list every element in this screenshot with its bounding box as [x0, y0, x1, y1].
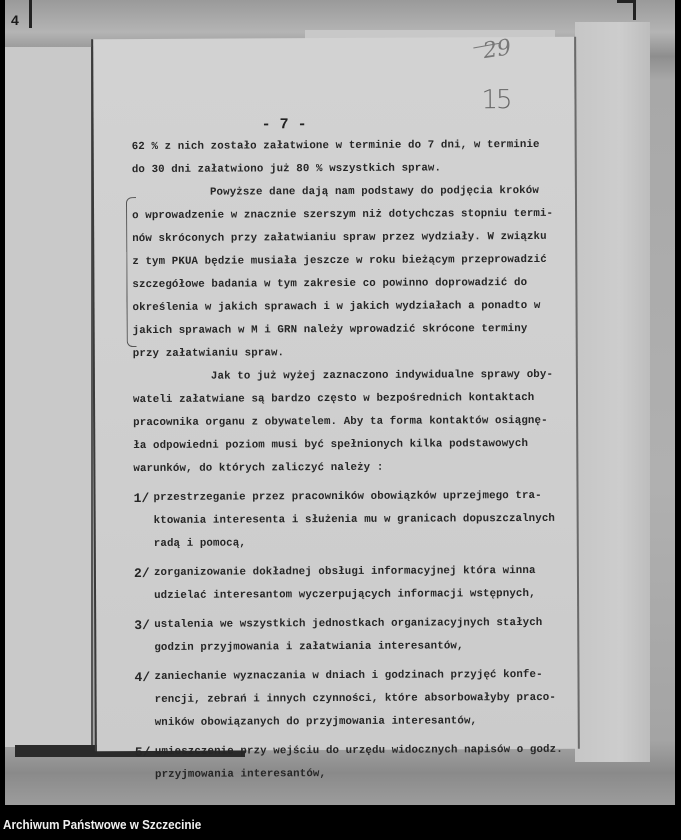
list-number: 1/ — [133, 490, 150, 507]
text-line: szczegółowe badania w tym zakresie co powinno doprowadzić do — [132, 276, 528, 292]
list-text-cont: wników obowiązanych do przyjmowania interesantów, — [154, 715, 478, 729]
list-text-cont: radą i pomocą, — [153, 537, 246, 550]
list-text-cont: ktowania interesenta i służenia mu w granicach dopuszczalnych — [153, 512, 556, 527]
text-line: ła odpowiedni poziom musi być spełnionych kilka podstawowych — [133, 437, 529, 453]
list-item-2 — [134, 560, 574, 585]
list-item-4 — [134, 664, 574, 689]
list-text: ustalenia we wszystkich jednostkach organizacyjnych stałych — [154, 616, 543, 631]
text-line: 62 % z nich zostało załatwione w terminie do 7 dni, w terminie — [131, 138, 540, 154]
list-item-1 — [133, 485, 573, 510]
list-text: zorganizowanie dokładnej obsługi informacyjnej która winna — [153, 564, 536, 579]
list-item-3 — [134, 612, 574, 637]
list-text: umieszczenie przy wejściu do urzędu widocznych napisów o godz. — [154, 743, 563, 758]
frame-marker-left — [29, 0, 32, 28]
list-text-cont: rencji, zebrań i innych czynności, które absorbowałyby praco- — [154, 691, 556, 706]
list-text: przestrzeganie przez pracowników obowiązków uprzejmego tra- — [153, 489, 542, 504]
archive-name: Archiwum Państwowe w Szczecinie — [3, 817, 202, 832]
text-line: warunków, do których zaliczyć należy : — [133, 461, 384, 476]
frame-number: 4 — [11, 12, 19, 28]
list-item-5 — [135, 739, 575, 764]
text-line: nów skróconych przy załatwianiu spraw przez wydziały. W związku — [132, 230, 547, 246]
text-line: określenia w jakich sprawach i w jakich wydziałach a ponadto w — [132, 299, 541, 315]
document-page — [91, 35, 580, 781]
list-number: 2/ — [133, 565, 150, 582]
archive-footer — [0, 805, 681, 840]
text-line: jakich sprawach w M i GRN należy wprowadzić skrócone terminy — [132, 322, 528, 338]
handwritten-folio-old: 29 — [481, 35, 513, 65]
page-number: - 7 - — [261, 116, 307, 134]
paragraph-start: Jak to już wyżej zaznaczono indywidualne sprawy oby- — [210, 368, 554, 383]
text-line: przy załatwianiu spraw. — [132, 347, 285, 361]
list-number: 4/ — [134, 669, 151, 686]
underlying-page-left — [5, 47, 93, 747]
list-text: zaniechanie wyznaczania w dniach i godzinach przyjęć konfe- — [154, 668, 543, 683]
list-number: 5/ — [134, 744, 151, 761]
list-text-cont: przyjmowania interesantów, — [154, 768, 327, 781]
text-line: pracownika organu z obywatelem. Aby ta forma kontaktów osiągnę- — [133, 414, 548, 430]
text-line: wateli załatwiane są bardzo często w bezpośrednich kontaktach — [132, 391, 535, 407]
list-number: 3/ — [134, 617, 151, 634]
frame-marker-right-h — [617, 0, 635, 3]
list-text-cont: godzin przyjmowania i załatwiania interesantów, — [154, 640, 464, 654]
text-line: do 30 dni załatwiono już 80 % wszystkich spraw. — [131, 162, 442, 177]
text-line: z tym PKUA będzie musiała jeszcze w roku bieżącym przeprowadzić — [132, 253, 547, 269]
frame-marker-right — [633, 0, 636, 20]
paragraph-start: Powyższe dane dają nam podstawy do podjęcia kroków — [209, 184, 539, 199]
list-text-cont: udzielać interesantom wyczerpujących informacji wstępnych, — [154, 587, 536, 602]
handwritten-folio-new: 15 — [481, 85, 511, 116]
underlying-page-right — [575, 22, 650, 762]
text-line: o wprowadzenie w znacznie szerszym niż dotychczas stopniu termi- — [132, 207, 554, 223]
document-body — [132, 134, 575, 787]
